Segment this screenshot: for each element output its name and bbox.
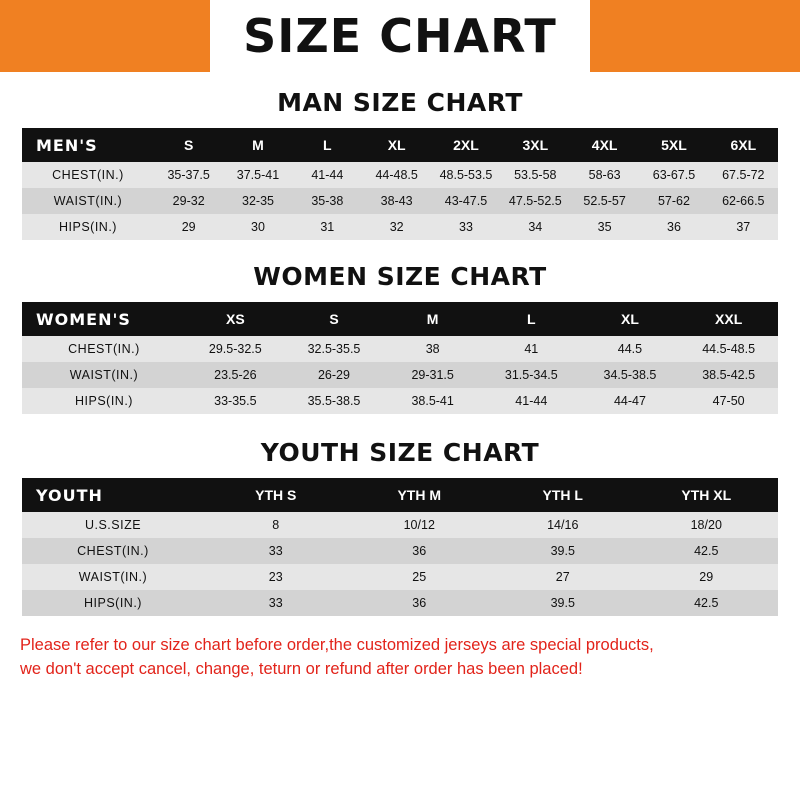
row-label: U.S.SIZE	[22, 512, 204, 538]
man-section-title: MAN SIZE CHART	[277, 88, 523, 117]
table-cell: 43-47.5	[431, 188, 500, 214]
table-cell: 57-62	[639, 188, 708, 214]
row-label: CHEST(IN.)	[22, 336, 186, 362]
column-header: M	[383, 302, 482, 336]
table-cell: 23	[204, 564, 348, 590]
column-header: MEN'S	[22, 128, 154, 162]
table-cell: 33	[204, 538, 348, 564]
column-header: 2XL	[431, 128, 500, 162]
column-header: M	[223, 128, 292, 162]
row-label: HIPS(IN.)	[22, 590, 204, 616]
table-cell: 8	[204, 512, 348, 538]
table-header-row	[22, 302, 778, 336]
row-label: CHEST(IN.)	[22, 538, 204, 564]
table-cell: 33	[431, 214, 500, 240]
column-header: YTH XL	[635, 478, 779, 512]
column-header: YTH S	[204, 478, 348, 512]
table-cell: 25	[348, 564, 492, 590]
table-cell: 34	[501, 214, 570, 240]
women-table-body	[22, 336, 778, 414]
table-row	[22, 362, 778, 388]
man-table-head	[22, 128, 778, 162]
column-header: 5XL	[639, 128, 708, 162]
table-cell: 38.5-42.5	[679, 362, 778, 388]
disclaimer-note	[20, 634, 780, 682]
table-cell: 31.5-34.5	[482, 362, 581, 388]
column-header: XL	[581, 302, 680, 336]
table-cell: 32-35	[223, 188, 292, 214]
table-row	[22, 512, 778, 538]
table-cell: 18/20	[635, 512, 779, 538]
table-cell: 41-44	[482, 388, 581, 414]
women-table-head	[22, 302, 778, 336]
table-cell: 47-50	[679, 388, 778, 414]
youth-section-title: YOUTH SIZE CHART	[260, 438, 540, 467]
table-cell: 47.5-52.5	[501, 188, 570, 214]
table-cell: 31	[293, 214, 362, 240]
table-cell: 39.5	[491, 590, 635, 616]
women-section-title: WOMEN SIZE CHART	[253, 262, 547, 291]
row-label: WAIST(IN.)	[22, 564, 204, 590]
table-cell: 38	[383, 336, 482, 362]
table-cell: 58-63	[570, 162, 639, 188]
table-cell: 67.5-72	[709, 162, 778, 188]
table-cell: 44.5-48.5	[679, 336, 778, 362]
disclaimer-line-1: Please refer to our size chart before order,the customized jerseys are special products,	[20, 636, 654, 654]
table-cell: 48.5-53.5	[431, 162, 500, 188]
table-cell: 26-29	[285, 362, 384, 388]
table-cell: 52.5-57	[570, 188, 639, 214]
column-header: S	[154, 128, 223, 162]
column-header: XXL	[679, 302, 778, 336]
table-cell: 23.5-26	[186, 362, 285, 388]
women-chart-wrapper	[22, 302, 778, 414]
table-cell: 39.5	[491, 538, 635, 564]
column-header: YOUTH	[22, 478, 204, 512]
table-cell: 14/16	[491, 512, 635, 538]
column-header: 6XL	[709, 128, 778, 162]
row-label: HIPS(IN.)	[22, 214, 154, 240]
man-table-body	[22, 162, 778, 240]
disclaimer-line-2: we don't accept cancel, change, teturn or refund after order has been placed!	[20, 659, 583, 678]
row-label: WAIST(IN.)	[22, 188, 154, 214]
column-header: WOMEN'S	[22, 302, 186, 336]
column-header: XL	[362, 128, 431, 162]
table-cell: 44-47	[581, 388, 680, 414]
row-label: WAIST(IN.)	[22, 362, 186, 388]
table-cell: 27	[491, 564, 635, 590]
table-cell: 63-67.5	[639, 162, 708, 188]
table-cell: 10/12	[348, 512, 492, 538]
table-cell: 35-37.5	[154, 162, 223, 188]
column-header: L	[293, 128, 362, 162]
table-cell: 29.5-32.5	[186, 336, 285, 362]
man-size-table	[22, 128, 778, 240]
table-row	[22, 214, 778, 240]
youth-table-head	[22, 478, 778, 512]
column-header: YTH L	[491, 478, 635, 512]
table-row	[22, 564, 778, 590]
table-cell: 37.5-41	[223, 162, 292, 188]
column-header: S	[285, 302, 384, 336]
table-header-row	[22, 128, 778, 162]
table-row	[22, 388, 778, 414]
column-header: YTH M	[348, 478, 492, 512]
table-cell: 33-35.5	[186, 388, 285, 414]
table-cell: 35-38	[293, 188, 362, 214]
youth-size-table	[22, 478, 778, 616]
table-cell: 38.5-41	[383, 388, 482, 414]
table-cell: 36	[348, 590, 492, 616]
row-label: CHEST(IN.)	[22, 162, 154, 188]
banner-left-block	[0, 0, 210, 72]
banner-right-block	[590, 0, 800, 72]
table-row	[22, 162, 778, 188]
youth-chart-wrapper	[22, 478, 778, 616]
man-chart-wrapper	[22, 128, 778, 240]
table-cell: 34.5-38.5	[581, 362, 680, 388]
table-cell: 35.5-38.5	[285, 388, 384, 414]
table-cell: 33	[204, 590, 348, 616]
table-row	[22, 336, 778, 362]
table-row	[22, 538, 778, 564]
page-title: SIZE CHART	[243, 9, 557, 63]
column-header: 4XL	[570, 128, 639, 162]
table-row	[22, 188, 778, 214]
youth-table-body	[22, 512, 778, 616]
table-cell: 35	[570, 214, 639, 240]
table-cell: 36	[639, 214, 708, 240]
row-label: HIPS(IN.)	[22, 388, 186, 414]
table-cell: 42.5	[635, 538, 779, 564]
column-header: L	[482, 302, 581, 336]
table-cell: 41	[482, 336, 581, 362]
table-cell: 42.5	[635, 590, 779, 616]
table-header-row	[22, 478, 778, 512]
table-row	[22, 590, 778, 616]
column-header: XS	[186, 302, 285, 336]
table-cell: 38-43	[362, 188, 431, 214]
table-cell: 29	[635, 564, 779, 590]
table-cell: 29	[154, 214, 223, 240]
table-cell: 29-32	[154, 188, 223, 214]
header-banner	[0, 0, 800, 72]
table-cell: 32	[362, 214, 431, 240]
table-cell: 44.5	[581, 336, 680, 362]
table-cell: 62-66.5	[709, 188, 778, 214]
column-header: 3XL	[501, 128, 570, 162]
table-cell: 30	[223, 214, 292, 240]
table-cell: 29-31.5	[383, 362, 482, 388]
table-cell: 37	[709, 214, 778, 240]
table-cell: 36	[348, 538, 492, 564]
table-cell: 32.5-35.5	[285, 336, 384, 362]
table-cell: 41-44	[293, 162, 362, 188]
table-cell: 53.5-58	[501, 162, 570, 188]
table-cell: 44-48.5	[362, 162, 431, 188]
women-size-table	[22, 302, 778, 414]
